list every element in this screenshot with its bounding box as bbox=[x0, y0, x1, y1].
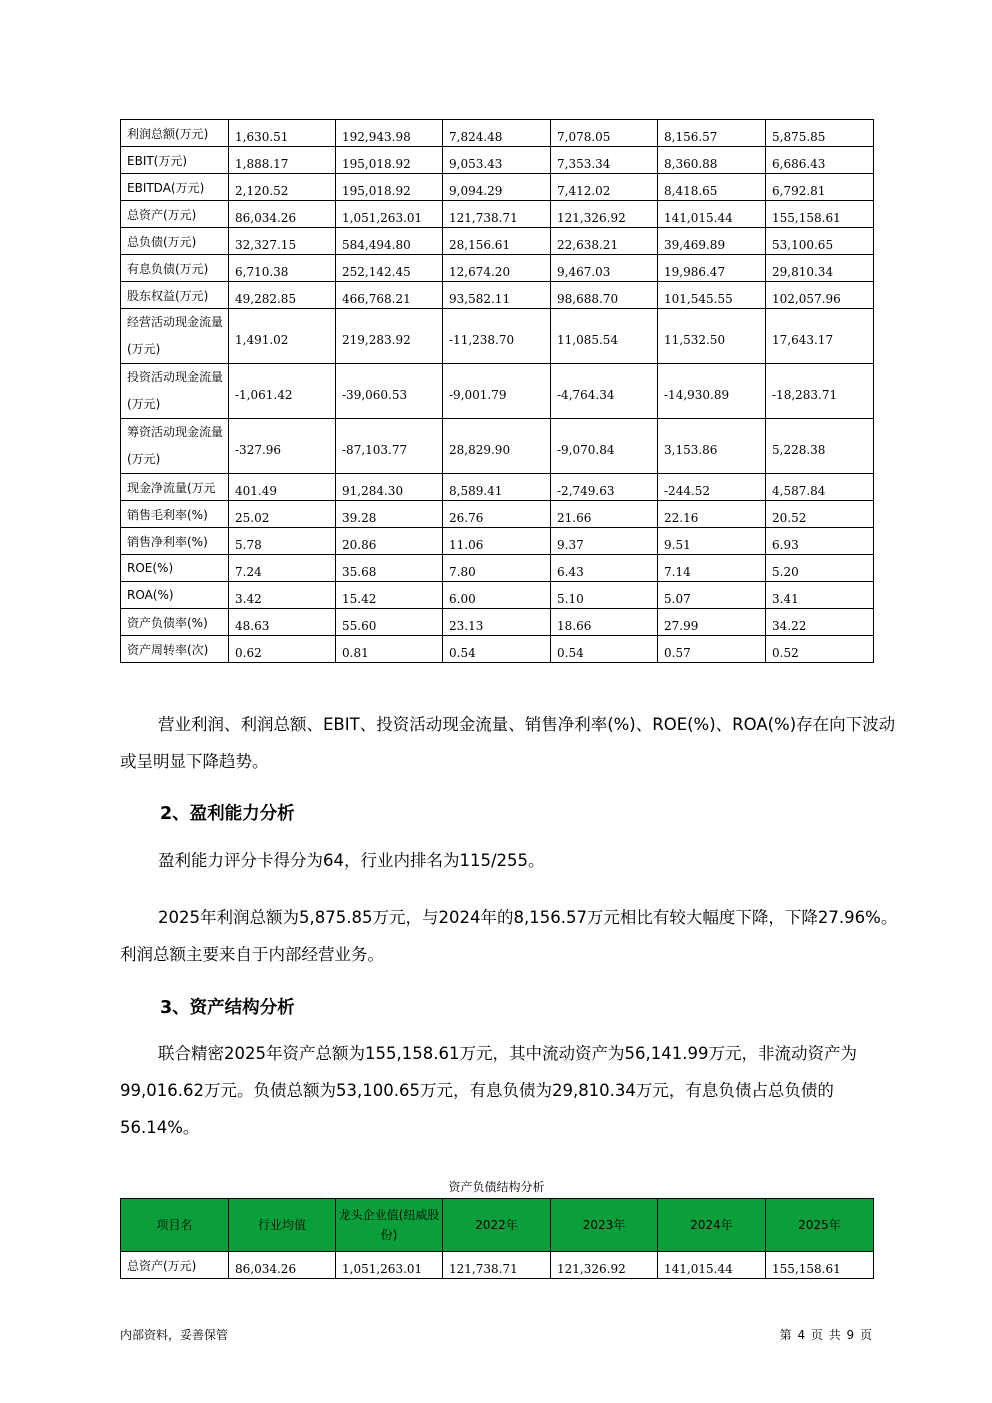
cell-value: 1,888.17 bbox=[229, 147, 336, 174]
table-header-row bbox=[121, 1199, 874, 1252]
table-row bbox=[121, 528, 874, 555]
cell-value: -14,930.89 bbox=[658, 364, 766, 419]
cell-value: 23.13 bbox=[443, 609, 551, 636]
cell-value: -39,060.53 bbox=[336, 364, 443, 419]
row-label: 总负债(万元) bbox=[121, 228, 229, 255]
column-header: 龙头企业值(纽威股份) bbox=[336, 1199, 443, 1252]
row-label: 资产周转率(次) bbox=[121, 636, 229, 663]
cell-value: 11,085.54 bbox=[551, 309, 658, 364]
cell-value: 32,327.15 bbox=[229, 228, 336, 255]
cell-value: 401.49 bbox=[229, 474, 336, 501]
cell-value: 195,018.92 bbox=[336, 147, 443, 174]
cell-value: 17,643.17 bbox=[766, 309, 874, 364]
cell-value: 49,282.85 bbox=[229, 282, 336, 309]
cell-value: 4,587.84 bbox=[766, 474, 874, 501]
row-label: 销售净利率(%) bbox=[121, 528, 229, 555]
table-row bbox=[121, 501, 874, 528]
financial-metrics-table bbox=[120, 119, 874, 663]
column-header: 2024年 bbox=[658, 1199, 766, 1252]
cell-value: 9,053.43 bbox=[443, 147, 551, 174]
cell-value: 1,630.51 bbox=[229, 120, 336, 147]
table-row bbox=[121, 419, 874, 474]
cell-value: 3.41 bbox=[766, 582, 874, 609]
row-label: 投资活动现金流量(万元) bbox=[121, 364, 229, 419]
row-label: 销售毛利率(%) bbox=[121, 501, 229, 528]
profitability-score-paragraph: 盈利能力评分卡得分为64，行业内排名为115/255。 bbox=[158, 851, 545, 870]
cell-value: 5,228.38 bbox=[766, 419, 874, 474]
cell-value: 86,034.26 bbox=[229, 201, 336, 228]
trend-paragraph: 营业利润、利润总额、EBIT、投资活动现金流量、销售净利率(%)、ROE(%)、ROA(%)存在向下波动或呈明显下降趋势。 bbox=[120, 715, 896, 771]
table-row bbox=[121, 201, 874, 228]
cell-value: -327.96 bbox=[229, 419, 336, 474]
cell-value: 15.42 bbox=[336, 582, 443, 609]
cell-value: 195,018.92 bbox=[336, 174, 443, 201]
cell-value: 35.68 bbox=[336, 555, 443, 582]
cell-value: 141,015.44 bbox=[658, 1252, 766, 1279]
cell-value: 39.28 bbox=[336, 501, 443, 528]
cell-value: 11.06 bbox=[443, 528, 551, 555]
row-label: 有息负债(万元) bbox=[121, 255, 229, 282]
cell-value: 7,078.05 bbox=[551, 120, 658, 147]
cell-value: 39,469.89 bbox=[658, 228, 766, 255]
cell-value: 101,545.55 bbox=[658, 282, 766, 309]
cell-value: 22,638.21 bbox=[551, 228, 658, 255]
column-header: 2023年 bbox=[551, 1199, 658, 1252]
row-label: EBIT(万元) bbox=[121, 147, 229, 174]
cell-value: 0.54 bbox=[443, 636, 551, 663]
cell-value: 12,674.20 bbox=[443, 255, 551, 282]
column-header: 项目名 bbox=[121, 1199, 229, 1252]
row-label: 经营活动现金流量(万元) bbox=[121, 309, 229, 364]
table-row bbox=[121, 228, 874, 255]
cell-value: 91,284.30 bbox=[336, 474, 443, 501]
cell-value: 7,824.48 bbox=[443, 120, 551, 147]
cell-value: 9,467.03 bbox=[551, 255, 658, 282]
table-caption: 资产负债结构分析 bbox=[448, 1180, 545, 1194]
cell-value: 6.93 bbox=[766, 528, 874, 555]
cell-value: 155,158.61 bbox=[766, 201, 874, 228]
cell-value: -87,103.77 bbox=[336, 419, 443, 474]
cell-value: 0.81 bbox=[336, 636, 443, 663]
cell-value: -2,749.63 bbox=[551, 474, 658, 501]
cell-value: 86,034.26 bbox=[229, 1252, 336, 1279]
row-label: 利润总额(万元) bbox=[121, 120, 229, 147]
cell-value: 466,768.21 bbox=[336, 282, 443, 309]
footer-confidential-note: 内部资料，妥善保管 bbox=[120, 1328, 229, 1342]
financial-metrics-body bbox=[121, 120, 874, 663]
cell-value: 28,156.61 bbox=[443, 228, 551, 255]
cell-value: 25.02 bbox=[229, 501, 336, 528]
table-row bbox=[121, 474, 874, 501]
row-label: 股东权益(万元) bbox=[121, 282, 229, 309]
cell-value: 5.20 bbox=[766, 555, 874, 582]
asset-structure-paragraph: 联合精密2025年资产总额为155,158.61万元，其中流动资产为56,141.99万元，非流动资产为99,016.62万元。负债总额为53,100.65万元，有息负债为29,810.34万元，有息负债占总负债的56.14%。 bbox=[120, 1044, 857, 1137]
cell-value: 7.80 bbox=[443, 555, 551, 582]
column-header: 行业均值 bbox=[229, 1199, 336, 1252]
cell-value: 9,094.29 bbox=[443, 174, 551, 201]
cell-value: 0.54 bbox=[551, 636, 658, 663]
cell-value: 6.43 bbox=[551, 555, 658, 582]
cell-value: -9,001.79 bbox=[443, 364, 551, 419]
cell-value: 121,326.92 bbox=[551, 1252, 658, 1279]
cell-value: 8,360.88 bbox=[658, 147, 766, 174]
cell-value: 6,710.38 bbox=[229, 255, 336, 282]
row-label: 现金净流量(万元 bbox=[121, 474, 229, 501]
cell-value: 7.14 bbox=[658, 555, 766, 582]
cell-value: 7.24 bbox=[229, 555, 336, 582]
cell-value: 7,353.34 bbox=[551, 147, 658, 174]
table-row bbox=[121, 364, 874, 419]
cell-value: 18.66 bbox=[551, 609, 658, 636]
row-label: 总资产(万元) bbox=[121, 1252, 229, 1279]
cell-value: 3.42 bbox=[229, 582, 336, 609]
cell-value: 9.37 bbox=[551, 528, 658, 555]
cell-value: 19,986.47 bbox=[658, 255, 766, 282]
cell-value: 9.51 bbox=[658, 528, 766, 555]
table-row bbox=[121, 282, 874, 309]
cell-value: 1,051,263.01 bbox=[336, 201, 443, 228]
cell-value: -11,238.70 bbox=[443, 309, 551, 364]
cell-value: 6,792.81 bbox=[766, 174, 874, 201]
column-header: 2022年 bbox=[443, 1199, 551, 1252]
column-header: 2025年 bbox=[766, 1199, 874, 1252]
cell-value: 252,142.45 bbox=[336, 255, 443, 282]
table-row bbox=[121, 309, 874, 364]
cell-value: -244.52 bbox=[658, 474, 766, 501]
section-heading-asset-structure: 3、资产结构分析 bbox=[160, 998, 295, 1018]
profit-change-paragraph: 2025年利润总额为5,875.85万元，与2024年的8,156.57万元相比有较大幅度下降，下降27.96%。利润总额主要来自于内部经营业务。 bbox=[120, 908, 898, 964]
cell-value: 2,120.52 bbox=[229, 174, 336, 201]
cell-value: 22.16 bbox=[658, 501, 766, 528]
section-heading-profitability: 2、盈利能力分析 bbox=[160, 804, 295, 824]
cell-value: 6,686.43 bbox=[766, 147, 874, 174]
cell-value: 0.52 bbox=[766, 636, 874, 663]
cell-value: 98,688.70 bbox=[551, 282, 658, 309]
row-label: ROA(%) bbox=[121, 582, 229, 609]
table-row bbox=[121, 174, 874, 201]
cell-value: 27.99 bbox=[658, 609, 766, 636]
cell-value: -4,764.34 bbox=[551, 364, 658, 419]
row-label: 筹资活动现金流量(万元) bbox=[121, 419, 229, 474]
table-row bbox=[121, 582, 874, 609]
cell-value: 5,875.85 bbox=[766, 120, 874, 147]
cell-value: 1,051,263.01 bbox=[336, 1252, 443, 1279]
cell-value: 8,156.57 bbox=[658, 120, 766, 147]
cell-value: 192,943.98 bbox=[336, 120, 443, 147]
table-row bbox=[121, 636, 874, 663]
cell-value: 584,494.80 bbox=[336, 228, 443, 255]
cell-value: 53,100.65 bbox=[766, 228, 874, 255]
cell-value: 11,532.50 bbox=[658, 309, 766, 364]
cell-value: -9,070.84 bbox=[551, 419, 658, 474]
cell-value: 121,738.71 bbox=[443, 1252, 551, 1279]
table-row bbox=[121, 1252, 874, 1279]
cell-value: 29,810.34 bbox=[766, 255, 874, 282]
table-row bbox=[121, 609, 874, 636]
cell-value: 7,412.02 bbox=[551, 174, 658, 201]
row-label: ROE(%) bbox=[121, 555, 229, 582]
cell-value: 34.22 bbox=[766, 609, 874, 636]
page-number: 第 4 页 共 9 页 bbox=[779, 1328, 872, 1342]
table-row bbox=[121, 255, 874, 282]
cell-value: 28,829.90 bbox=[443, 419, 551, 474]
cell-value: 55.60 bbox=[336, 609, 443, 636]
cell-value: 0.57 bbox=[658, 636, 766, 663]
cell-value: 5.07 bbox=[658, 582, 766, 609]
row-label: EBITDA(万元) bbox=[121, 174, 229, 201]
cell-value: -1,061.42 bbox=[229, 364, 336, 419]
cell-value: 21.66 bbox=[551, 501, 658, 528]
row-label: 资产负债率(%) bbox=[121, 609, 229, 636]
cell-value: 121,326.92 bbox=[551, 201, 658, 228]
cell-value: 8,589.41 bbox=[443, 474, 551, 501]
cell-value: 93,582.11 bbox=[443, 282, 551, 309]
cell-value: 1,491.02 bbox=[229, 309, 336, 364]
cell-value: 219,283.92 bbox=[336, 309, 443, 364]
cell-value: 121,738.71 bbox=[443, 201, 551, 228]
cell-value: 102,057.96 bbox=[766, 282, 874, 309]
cell-value: 3,153.86 bbox=[658, 419, 766, 474]
cell-value: 8,418.65 bbox=[658, 174, 766, 201]
table-row bbox=[121, 555, 874, 582]
row-label: 总资产(万元) bbox=[121, 201, 229, 228]
cell-value: 155,158.61 bbox=[766, 1252, 874, 1279]
table-row bbox=[121, 120, 874, 147]
asset-liability-structure-table bbox=[120, 1198, 874, 1279]
cell-value: 5.78 bbox=[229, 528, 336, 555]
table-row bbox=[121, 147, 874, 174]
cell-value: 6.00 bbox=[443, 582, 551, 609]
cell-value: 48.63 bbox=[229, 609, 336, 636]
cell-value: 20.86 bbox=[336, 528, 443, 555]
cell-value: 5.10 bbox=[551, 582, 658, 609]
cell-value: 20.52 bbox=[766, 501, 874, 528]
cell-value: -18,283.71 bbox=[766, 364, 874, 419]
cell-value: 141,015.44 bbox=[658, 201, 766, 228]
asset-liability-structure-body bbox=[121, 1252, 874, 1279]
cell-value: 26.76 bbox=[443, 501, 551, 528]
cell-value: 0.62 bbox=[229, 636, 336, 663]
